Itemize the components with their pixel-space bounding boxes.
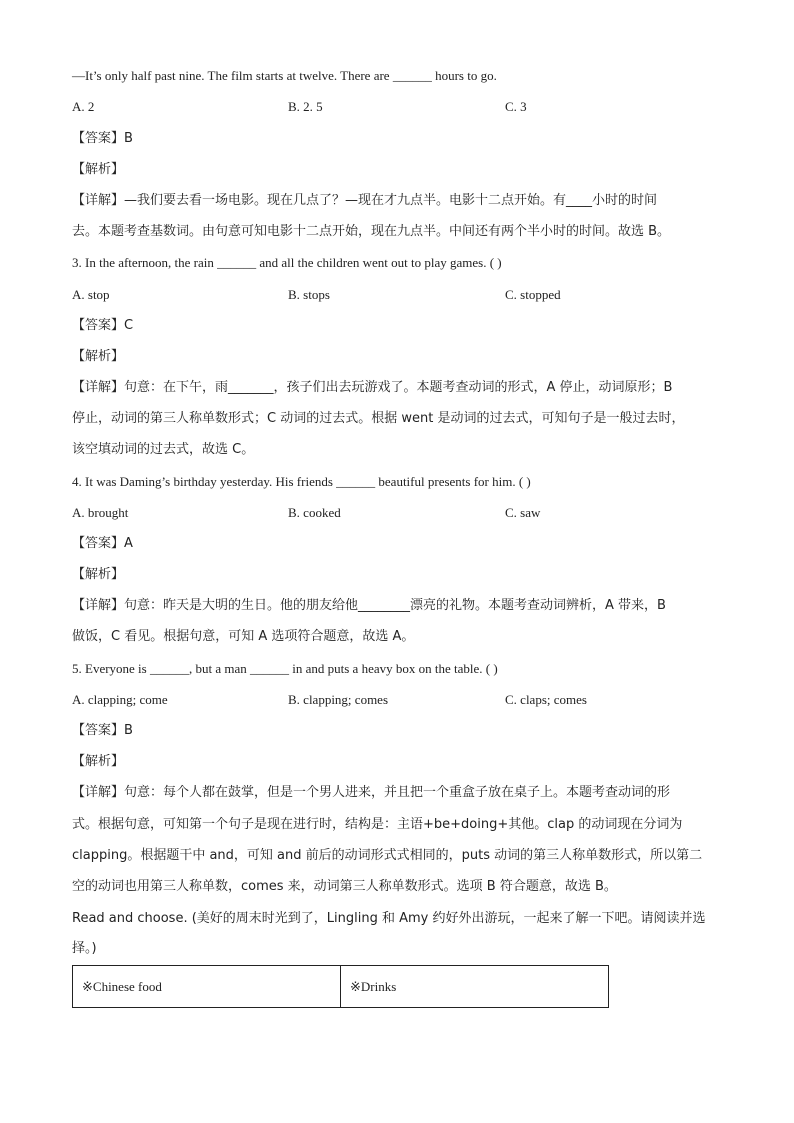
detail-line: 做饭，C 看见。根据句意，可知 A 选项符合题意，故选 A。 xyxy=(72,629,415,644)
menu-table xyxy=(72,965,609,1008)
detail-line: 空的动词也用第三人称单数，comes 来，动词第三人称单数形式。选项 B 符合题意，故选 B。 xyxy=(72,879,617,894)
question-stem: 5. Everyone is ______, but a man ______ in and puts a heavy box on the table. ( ) xyxy=(72,661,498,676)
detail-label: 【详解】 xyxy=(72,598,125,613)
option-b: B. cooked xyxy=(288,505,341,520)
option-c: C. 3 xyxy=(505,99,527,114)
reading-intro: Read and choose. (美好的周末时光到了，Lingling 和 Amy 约好外出游玩，一起来了解一下吧。请阅读并选 xyxy=(72,911,706,926)
table-header-chinese-food: ※Chinese food xyxy=(73,966,341,1008)
detail-line: 【详解】句意：在下午，雨_______，孩子们出去玩游戏了。本题考查动词的形式，A 停止，动词原形；B xyxy=(72,380,673,395)
option-a: A. 2 xyxy=(72,99,95,114)
analysis-label: 【解析】 xyxy=(72,754,125,769)
detail-line: 式。根据句意，可知第一个句子是现在进行时，结构是：主语+be+doing+其他。clap 的动词现在分词为 xyxy=(72,817,683,832)
option-a: A. clapping; come xyxy=(72,692,168,707)
option-b: B. clapping; comes xyxy=(288,692,389,707)
analysis-label: 【解析】 xyxy=(72,162,125,177)
option-b: B. stops xyxy=(288,287,330,302)
answer-label: 【答案】B xyxy=(72,723,133,738)
detail-line: 【详解】句意：昨天是大明的生日。他的朋友给他________漂亮的礼物。本题考查动词辨析，A 带来，B xyxy=(72,598,666,613)
detail-label: 【详解】 xyxy=(72,380,125,395)
table-header-drinks: ※Drinks xyxy=(341,966,609,1008)
answer-label: 【答案】A xyxy=(72,536,133,551)
answer-label: 【答案】C xyxy=(72,318,134,333)
option-a: A. brought xyxy=(72,505,129,520)
detail-line: 【详解】句意：每个人都在鼓掌，但是一个男人进来，并且把一个重盒子放在桌子上。本题考查动词的形 xyxy=(72,785,671,800)
option-c: C. claps; comes xyxy=(505,692,587,707)
analysis-label: 【解析】 xyxy=(72,567,125,582)
option-b: B. 2. 5 xyxy=(288,99,323,114)
option-a: A. stop xyxy=(72,287,110,302)
option-c: C. stopped xyxy=(505,287,561,302)
answer-label: 【答案】B xyxy=(72,131,133,146)
detail-line: 停止，动词的第三人称单数形式；C 动词的过去式。根据 went 是动词的过去式，可知句子是一般过去时， xyxy=(72,411,685,426)
question-stem: 4. It was Daming’s birthday yesterday. His friends ______ beautiful presents for him. ( ) xyxy=(72,474,531,489)
reading-intro: 择。) xyxy=(72,941,97,956)
detail-line: clapping。根据题干中 and，可知 and 前后的动词形式式相同的，puts 动词的第三人称单数形式，所以第二 xyxy=(72,848,703,863)
detail-line: 该空填动词的过去式，故选 C。 xyxy=(72,442,255,457)
detail-label: 【详解】 xyxy=(72,193,125,208)
question-stem: —It’s only half past nine. The film starts at twelve. There are ______ hours to go. xyxy=(72,68,497,83)
analysis-label: 【解析】 xyxy=(72,349,125,364)
detail-line: 【详解】—我们要去看一场电影。现在几点了？—现在才九点半。电影十二点开始。有____小时的时间 xyxy=(72,193,658,208)
detail-line: 去。本题考查基数词。由句意可知电影十二点开始，现在九点半。中间还有两个半小时的时间。故选 B。 xyxy=(72,224,671,239)
option-c: C. saw xyxy=(505,505,541,520)
detail-label: 【详解】 xyxy=(72,785,125,800)
question-stem: 3. In the afternoon, the rain ______ and all the children went out to play games. ( ) xyxy=(72,255,502,270)
